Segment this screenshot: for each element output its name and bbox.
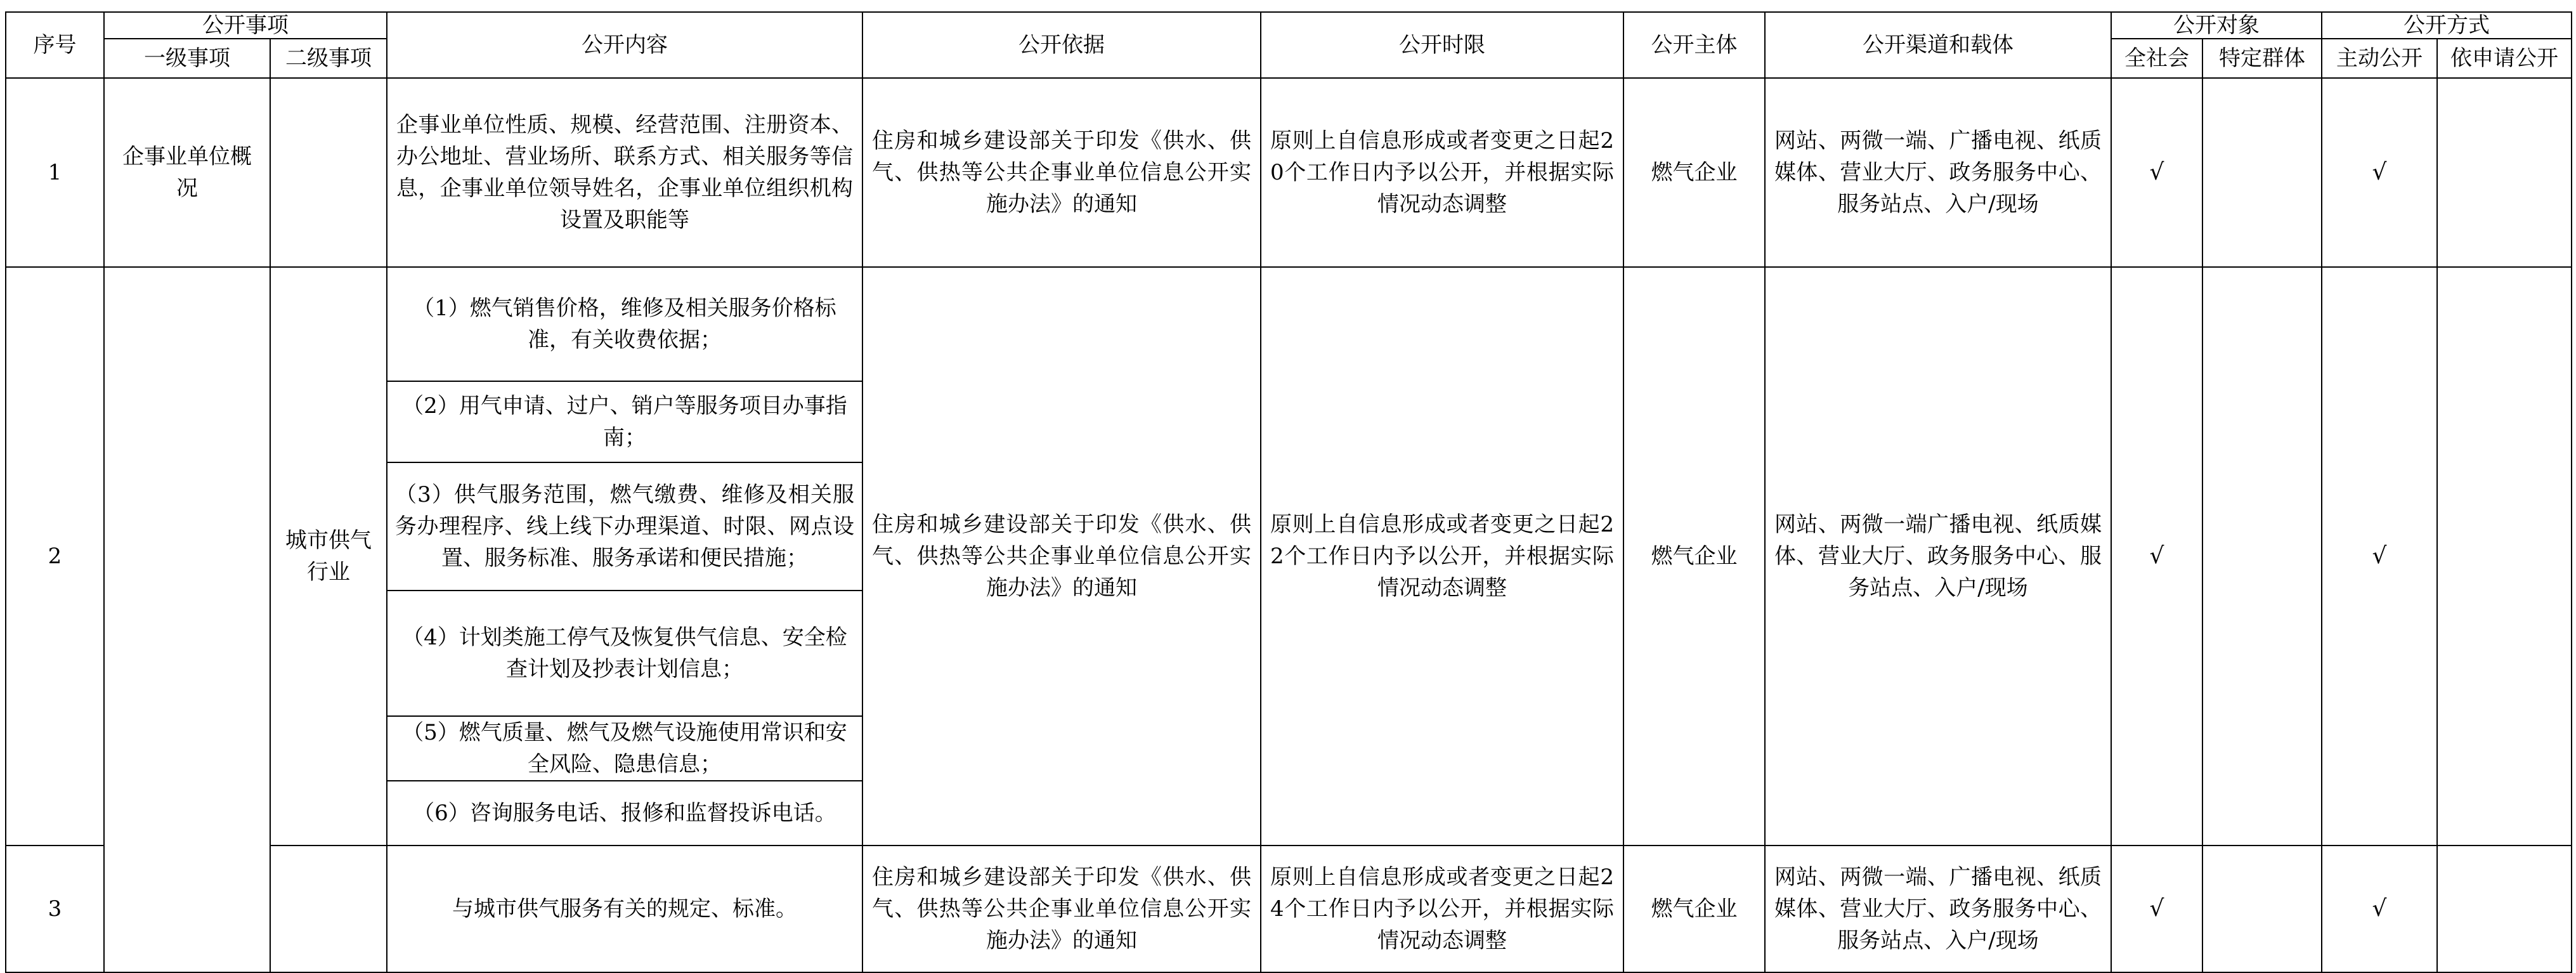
row-content: 与城市供气服务有关的规定、标准。 — [387, 846, 862, 972]
row-basis: 住房和城乡建设部关于印发《供水、供气、供热等公共企事业单位信息公开实施办法》的通知 — [862, 78, 1261, 267]
header-items-group: 公开事项 — [104, 12, 387, 39]
header-level2: 二级事项 — [270, 39, 387, 78]
content-sub-item: （4）计划类施工停气及恢复供气信息、安全检查计划及抄表计划信息； — [387, 591, 862, 716]
row-target-all: √ — [2111, 846, 2202, 972]
header-seq: 序号 — [6, 12, 104, 78]
header-channel: 公开渠道和载体 — [1765, 12, 2111, 78]
header-target-all: 全社会 — [2111, 39, 2202, 78]
row-level1 — [104, 267, 270, 972]
row-content: 企事业单位性质、规模、经营范围、注册资本、办公地址、营业场所、联系方式、相关服务等信息，企事业单位领导姓名，企事业单位组织机构设置及职能等 — [387, 78, 862, 267]
row-method-active: √ — [2322, 78, 2437, 267]
row-basis: 住房和城乡建设部关于印发《供水、供气、供热等公共企事业单位信息公开实施办法》的通知 — [862, 846, 1261, 972]
row-target-specific — [2202, 267, 2322, 846]
table-row — [6, 846, 2572, 972]
header-subject: 公开主体 — [1623, 12, 1765, 78]
row-subject: 燃气企业 — [1623, 846, 1765, 972]
row-channel: 网站、两微一端、广播电视、纸质媒体、营业大厅、政务服务中心、服务站点、入户/现场 — [1765, 846, 2111, 972]
header-level1: 一级事项 — [104, 39, 270, 78]
table-row — [6, 78, 2572, 267]
header-time-limit: 公开时限 — [1261, 12, 1623, 78]
row-target-all: √ — [2111, 78, 2202, 267]
row-method-request — [2437, 846, 2572, 972]
header-method-active: 主动公开 — [2322, 39, 2437, 78]
row-subject: 燃气企业 — [1623, 78, 1765, 267]
row-level1: 企事业单位概况 — [104, 78, 270, 267]
row-seq: 3 — [6, 846, 104, 972]
content-sub-item: （3）供气服务范围，燃气缴费、维修及相关服务办理程序、线上线下办理渠道、时限、网点设置、服务标准、服务承诺和便民措施； — [387, 462, 862, 591]
header-basis: 公开依据 — [862, 12, 1261, 78]
row-target-specific — [2202, 846, 2322, 972]
row-method-active: √ — [2322, 267, 2437, 846]
row-level2: 城市供气行业 — [270, 267, 387, 846]
content-sub-item: （2）用气申请、过户、销户等服务项目办事指南； — [387, 381, 862, 462]
row-method-request — [2437, 78, 2572, 267]
row-level2 — [270, 846, 387, 972]
row-channel: 网站、两微一端、广播电视、纸质媒体、营业大厅、政务服务中心、服务站点、入户/现场 — [1765, 78, 2111, 267]
row-seq: 2 — [6, 267, 104, 846]
header-method-group: 公开方式 — [2322, 12, 2572, 39]
content-sub-item: （6）咨询服务电话、报修和监督投诉电话。 — [387, 781, 862, 846]
row-target-all: √ — [2111, 267, 2202, 846]
row-channel: 网站、两微一端广播电视、纸质媒体、营业大厅、政务服务中心、服务站点、入户/现场 — [1765, 267, 2111, 846]
row-time-limit: 原则上自信息形成或者变更之日起20个工作日内予以公开，并根据实际情况动态调整 — [1261, 78, 1623, 267]
row-basis: 住房和城乡建设部关于印发《供水、供气、供热等公共企事业单位信息公开实施办法》的通知 — [862, 267, 1261, 846]
disclosure-table — [5, 11, 2572, 973]
content-sub-item: （1）燃气销售价格，维修及相关服务价格标准，有关收费依据； — [387, 267, 862, 381]
header-target-specific: 特定群体 — [2202, 39, 2322, 78]
row-time-limit: 原则上自信息形成或者变更之日起24个工作日内予以公开，并根据实际情况动态调整 — [1261, 846, 1623, 972]
row-target-specific — [2202, 78, 2322, 267]
row-seq: 1 — [6, 78, 104, 267]
header-content: 公开内容 — [387, 12, 862, 78]
table-row — [6, 267, 2572, 381]
row-time-limit: 原则上自信息形成或者变更之日起22个工作日内予以公开，并根据实际情况动态调整 — [1261, 267, 1623, 846]
row-method-request — [2437, 267, 2572, 846]
header-target-group: 公开对象 — [2111, 12, 2322, 39]
row-level2 — [270, 78, 387, 267]
row-method-active: √ — [2322, 846, 2437, 972]
row-subject: 燃气企业 — [1623, 267, 1765, 846]
content-sub-item: （5）燃气质量、燃气及燃气设施使用常识和安全风险、隐患信息； — [387, 716, 862, 781]
header-method-request: 依申请公开 — [2437, 39, 2572, 78]
